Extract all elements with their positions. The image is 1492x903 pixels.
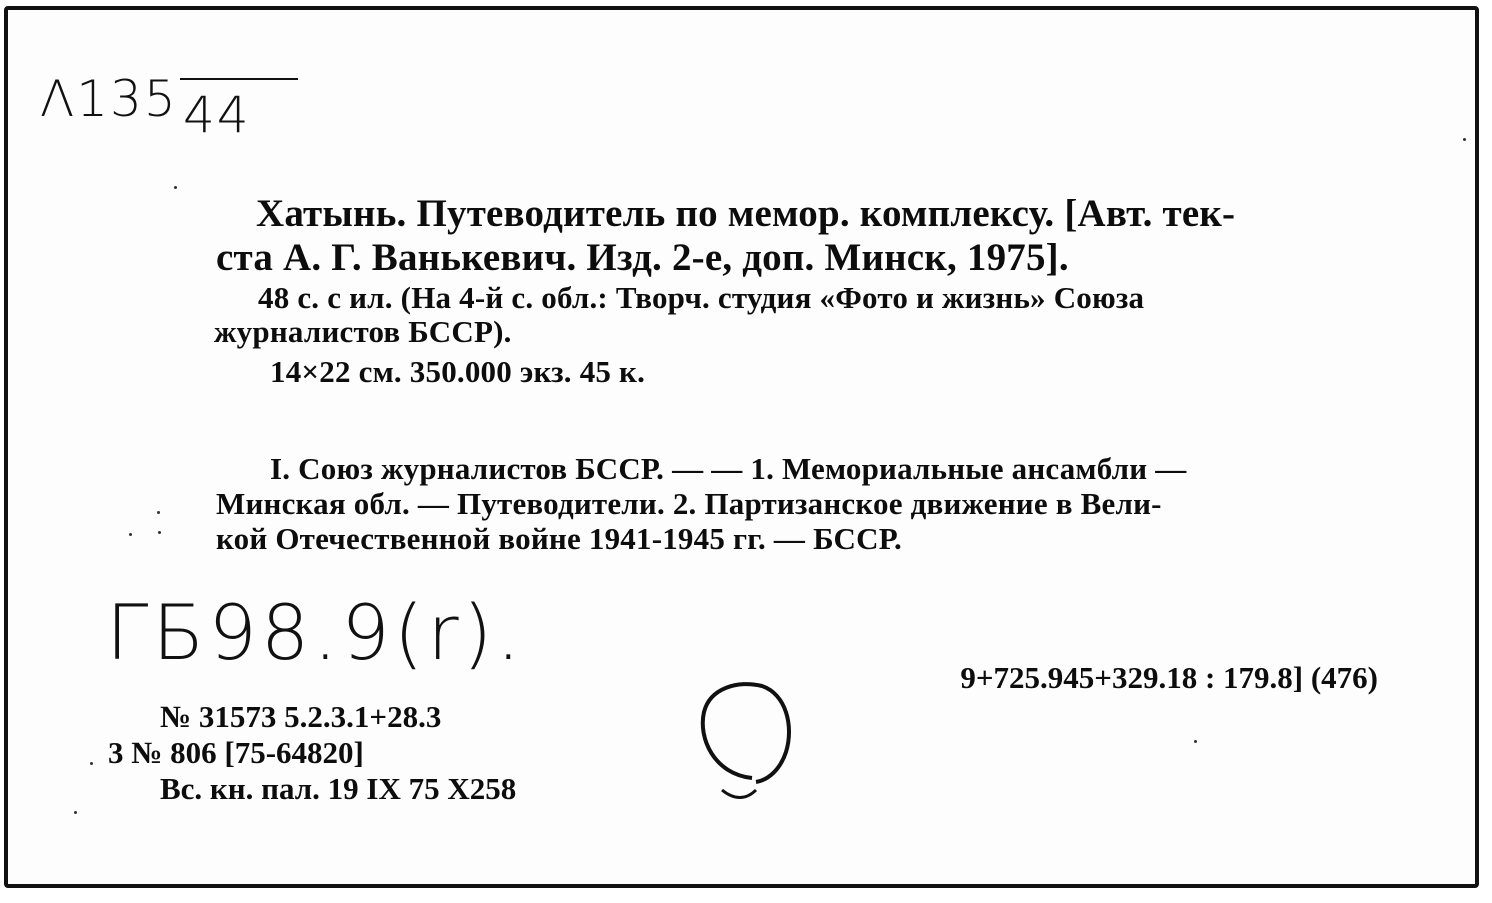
card-metadata (108, 699, 516, 807)
shelf-mark-bottom: 44 (183, 86, 251, 144)
subject-line-3: кой Отечественной войне 1941-1945 гг. — БССР. (216, 521, 902, 556)
title-line-1: Хатынь. Путеводитель по мемор. комплексу. [Авт. тек- (256, 192, 1236, 235)
description-line-2: журналистов БССР). (214, 314, 512, 349)
speck (1463, 138, 1466, 141)
subject-line-1: I. Союз журналистов БССР. — — 1. Мемориальные ансамбли — (270, 451, 1187, 486)
meta-line-2: 3 № 806 [75-64820] (108, 735, 364, 770)
description-line-3: 14×22 см. 350.000 экз. 45 к. (270, 354, 646, 389)
speck (1194, 740, 1197, 743)
description-line-1: 48 с. с ил. (На 4-й с. обл.: Творч. студия «Фото и жизнь» Союза (258, 280, 1145, 315)
library-stamp-ring (694, 678, 796, 808)
speck (129, 533, 132, 536)
speck (157, 511, 160, 514)
speck (74, 811, 77, 814)
shelf-mark-divider (180, 78, 298, 80)
speck (174, 186, 177, 189)
meta-line-3: Вс. кн. пал. 19 IX 75 X258 (160, 771, 517, 806)
shelf-mark-top: Λ135 (40, 70, 178, 128)
classification-code: 9+725.945+329.18 : 179.8] (476) (960, 660, 1378, 695)
classmark-handwritten: ГБ98.9(r). (106, 588, 525, 677)
speck (90, 762, 93, 765)
speck (158, 531, 161, 534)
meta-line-1: № 31573 5.2.3.1+28.3 (160, 699, 442, 734)
title-line-2: ста А. Г. Ванькевич. Изд. 2-е, доп. Минск, 1975]. (216, 236, 1069, 279)
subject-line-2: Минская обл. — Путеводители. 2. Партизанское движение в Вели- (216, 486, 1162, 521)
